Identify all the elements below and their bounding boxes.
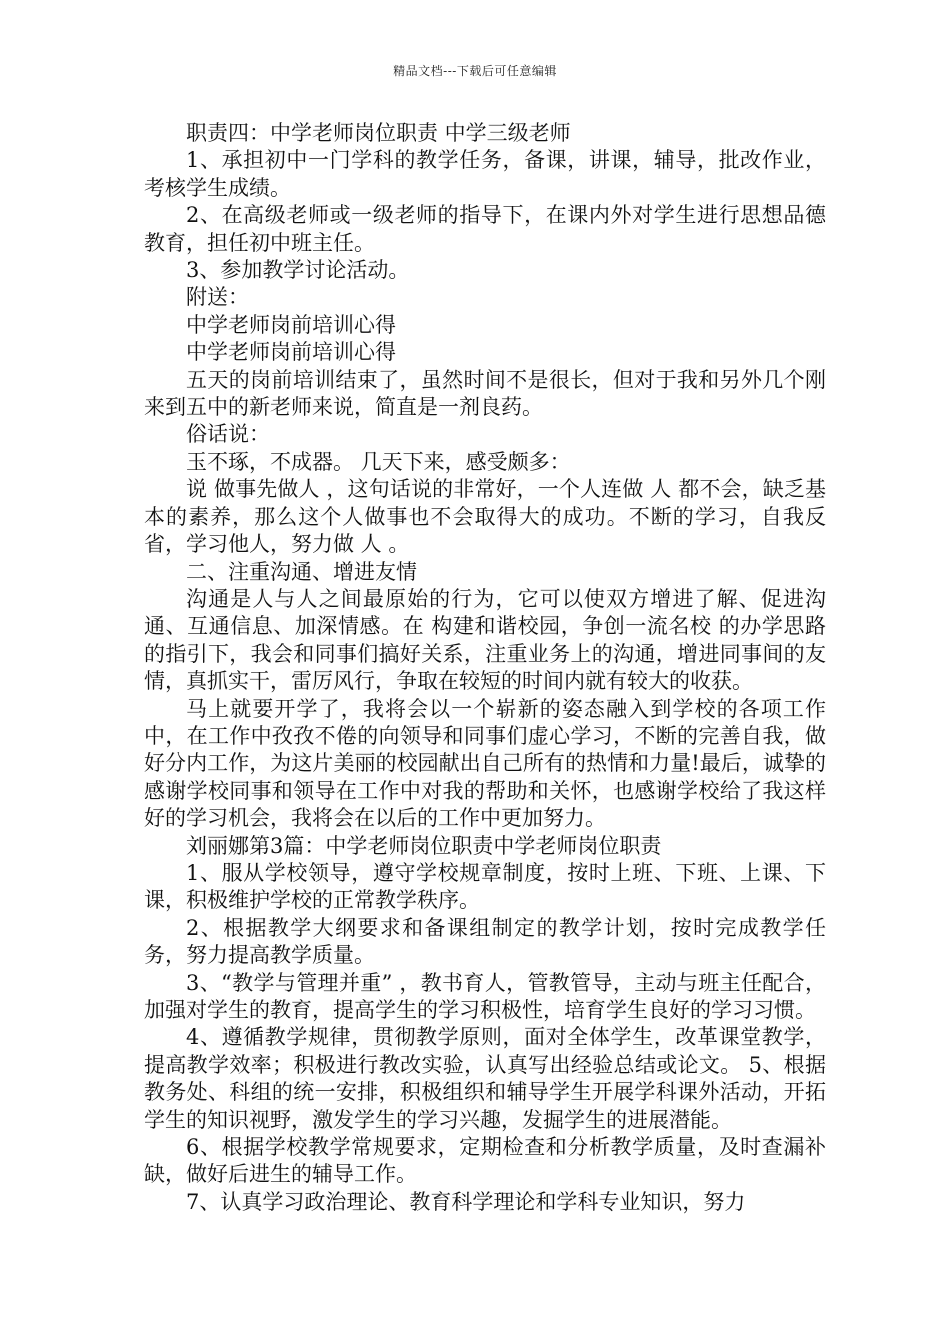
paragraph: 2、根据教学大纲要求和备课组制定的教学计划，按时完成教学任务，努力提高教学质量。	[144, 915, 826, 968]
paragraph: 附送：	[186, 285, 249, 310]
paragraph: 俗话说：	[186, 422, 270, 447]
paragraph: 沟通是人与人之间最原始的行为，它可以使双方增进了解、促进沟通、互通信息、加深情感。在 构建和谐校园，争创一流名校 的办学思路的指引下，我会和同事们搞好关系，注重业务上的沟通，增进同事间的友情，真抓实干，雷厉风行，争取在较短的时间内就有较大的收获。	[144, 586, 826, 694]
document-body	[144, 120, 826, 1216]
paragraph: 五天的岗前培训结束了，虽然时间不是很长，但对于我和另外几个刚来到五中的新老师来说，简直是一剂良药。	[144, 367, 826, 420]
paragraph: 职责四：中学老师岗位职责 中学三级老师	[186, 121, 571, 145]
page-header: 精品文档---下载后可任意编辑	[393, 64, 557, 78]
paragraph: 4、遵循教学规律，贯彻教学原则，面对全体学生，改革课堂教学，提高教学效率；积极进行教改实验，认真写出经验总结或论文。 5、根据教务处、科组的统一安排，积极组织和辅导学生开展学科课外活动，开拓学生的知识视野，激发学生的学习兴趣，发掘学生的进展潜能。	[144, 1025, 826, 1132]
paragraph: 6、根据学校教学常规要求，定期检查和分析教学质量，及时查漏补缺，做好后进生的辅导工作。	[144, 1135, 826, 1187]
paragraph: 中学老师岗前培训心得	[186, 340, 396, 365]
paragraph: 7、认真学习政治理论、教育科学理论和学科专业知识，努力	[186, 1189, 746, 1214]
paragraph: 刘丽娜第3篇：中学老师岗位职责中学老师岗位职责	[186, 833, 662, 858]
paragraph: 1、服从学校领导，遵守学校规章制度，按时上班、下班、上课、下课，积极维护学校的正常教学秩序。	[144, 860, 826, 913]
paragraph: 1、承担初中一门学科的教学任务，备课，讲课，辅导，批改作业，考核学生成绩。	[144, 148, 826, 200]
paragraph: 二、注重沟通、增进友情	[186, 559, 417, 584]
paragraph: 3、参加教学讨论活动。	[186, 258, 410, 283]
paragraph: 中学老师岗前培训心得	[186, 312, 396, 337]
paragraph: 玉不琢，不成器。 几天下来，感受颇多：	[186, 449, 571, 474]
paragraph: 说 做事先做人 ，这句话说的非常好，一个人连做 人 都不会，缺乏基本的素养，那么这个人做事也不会取得大的成功。不断的学习，自我反省，学习他人，努力做 人 。	[144, 477, 826, 557]
paragraph: 马上就要开学了，我将会以一个崭新的姿态融入到学校的各项工作中，在工作中孜孜不倦的向领导和同事们虚心学习，不断的完善自我，做好分内工作，为这片美丽的校园献出自己所有的热情和力量!最后，诚挚的感谢学校同事和领导在工作中对我的帮助和关怀，也感谢学校给了我这样好的学习机会，我将会在以后的工作中更加努力。	[144, 696, 826, 831]
paragraph: 3、“教学与管理并重” ，教书育人，管教管导，主动与班主任配合，加强对学生的教育，提高学生的学习积极性，培育学生良好的学习习惯。	[144, 970, 826, 1022]
paragraph: 2、在高级老师或一级老师的指导下，在课内外对学生进行思想品德教育，担任初中班主任。	[144, 203, 826, 255]
